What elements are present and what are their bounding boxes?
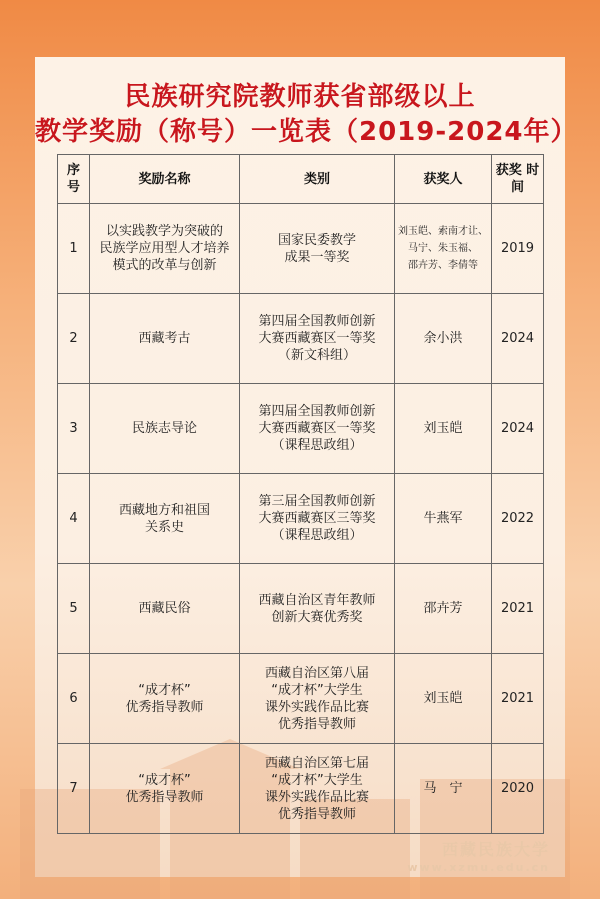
cell-award-name: 民族志导论 xyxy=(90,384,240,474)
cell-category: 西藏自治区青年教师 创新大赛优秀奖 xyxy=(240,564,395,654)
table-row xyxy=(58,474,544,564)
cell-award-name: 西藏民俗 xyxy=(90,564,240,654)
page-title-line2: 教学奖励（称号）一览表（2019-2024年） xyxy=(35,117,578,147)
cell-awardee: 刘玉皑 xyxy=(395,384,492,474)
cell-category: 第三届全国教师创新 大赛西藏赛区三等奖 （课程思政组） xyxy=(240,474,395,564)
cell-year: 2021 xyxy=(492,564,544,654)
cell-year: 2020 xyxy=(492,744,544,834)
col-header-year: 获奖 时间 xyxy=(492,155,544,204)
col-header-category: 类别 xyxy=(240,155,395,204)
cell-awardee: 邵卉芳 xyxy=(395,564,492,654)
cell-year: 2021 xyxy=(492,654,544,744)
cell-awardee: 马 宁 xyxy=(395,744,492,834)
table-row xyxy=(58,384,544,474)
cell-award-name: “成才杯” 优秀指导教师 xyxy=(90,744,240,834)
cell-awardee: 余小洪 xyxy=(395,294,492,384)
cell-category: 第四届全国教师创新 大赛西藏赛区一等奖 （课程思政组） xyxy=(240,384,395,474)
cell-no: 4 xyxy=(58,474,90,564)
cell-year: 2019 xyxy=(492,204,544,294)
watermark-url: www.xzmu.edu.cn xyxy=(407,861,550,874)
table-row xyxy=(58,204,544,294)
cell-awardee: 刘玉皑、索南才让、 马宁、朱玉福、 邵卉芳、李倩等 xyxy=(395,204,492,294)
cell-award-name: 西藏地方和祖国 关系史 xyxy=(90,474,240,564)
watermark-name: 西藏民族大学 xyxy=(441,840,550,859)
cell-award-name: 西藏考古 xyxy=(90,294,240,384)
cell-no: 6 xyxy=(58,654,90,744)
page-title-line1: 民族研究院教师获省部级以上 xyxy=(124,82,476,112)
cell-year: 2024 xyxy=(492,384,544,474)
cell-year: 2022 xyxy=(492,474,544,564)
cell-no: 7 xyxy=(58,744,90,834)
cell-category: 国家民委教学 成果一等奖 xyxy=(240,204,395,294)
table-row xyxy=(58,654,544,744)
university-watermark xyxy=(407,841,550,877)
cell-category: 西藏自治区第八届 “成才杯”大学生 课外实践作品比赛 优秀指导教师 xyxy=(240,654,395,744)
cell-category: 西藏自治区第七届 “成才杯”大学生 课外实践作品比赛 优秀指导教师 xyxy=(240,744,395,834)
cell-award-name: “成才杯” 优秀指导教师 xyxy=(90,654,240,744)
cell-no: 3 xyxy=(58,384,90,474)
cell-category: 第四届全国教师创新 大赛西藏赛区一等奖 （新文科组） xyxy=(240,294,395,384)
awards-table xyxy=(57,154,544,834)
cell-year: 2024 xyxy=(492,294,544,384)
col-header-awardee: 获奖人 xyxy=(395,155,492,204)
table-row xyxy=(58,564,544,654)
table-header-row xyxy=(58,155,544,204)
cell-awardee: 牛燕军 xyxy=(395,474,492,564)
cell-awardee: 刘玉皑 xyxy=(395,654,492,744)
cell-award-name: 以实践教学为突破的 民族学应用型人才培养 模式的改革与创新 xyxy=(90,204,240,294)
col-header-no: 序 号 xyxy=(58,155,90,204)
cell-no: 1 xyxy=(58,204,90,294)
table-row xyxy=(58,744,544,834)
col-header-award-name: 奖励名称 xyxy=(90,155,240,204)
table-row xyxy=(58,294,544,384)
cell-no: 2 xyxy=(58,294,90,384)
cell-no: 5 xyxy=(58,564,90,654)
